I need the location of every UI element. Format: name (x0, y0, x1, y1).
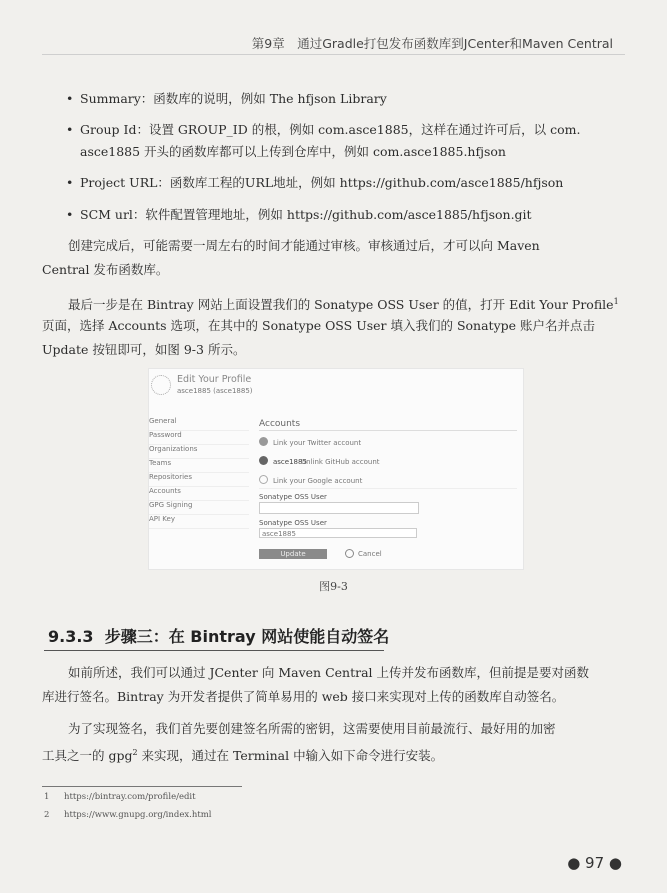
oss-user-label-2: Sonatype OSS User (259, 519, 327, 527)
footnote-url[interactable]: https://www.gnupg.org/index.html (64, 810, 212, 820)
figure-caption: 图9-3 (319, 580, 348, 593)
footnote-rule (42, 786, 242, 787)
bullet-scm-url: • SCM url：软件配置管理地址，例如 https://github.com/asce1885/hfjson.git (66, 207, 532, 222)
cancel-button[interactable]: Cancel (358, 550, 382, 558)
paragraph-2-line-2: 页面，选择 Accounts 选项，在其中的 Sonatype OSS User 填入我们的 Sonatype 账户名并点击 (42, 318, 596, 333)
oss-user-label: Sonatype OSS User (259, 493, 327, 501)
footnote-ref-2: 2 (132, 748, 138, 757)
github-username: asce1885 (273, 458, 307, 466)
paragraph-4-text-b: 来实现，通过在 Terminal 中输入如下命令进行安装。 (137, 748, 444, 764)
google-icon (259, 475, 268, 484)
footnote-2 (44, 810, 212, 820)
footnote-1 (44, 792, 196, 802)
nav-item[interactable]: General (149, 417, 249, 431)
nav-item[interactable]: Password (149, 431, 249, 445)
unlink-github[interactable]: Unlink GitHub account (301, 458, 380, 466)
heading-rule (259, 430, 517, 431)
divider (259, 488, 517, 489)
paragraph-2-text: 最后一步是在 Bintray 网站上面设置我们的 Sonatype OSS User 的值，打开 Edit Your Profile (68, 297, 614, 313)
running-header: 第9章 通过Gradle打包发布函数库到JCenter和Maven Central (251, 36, 613, 51)
accounts-heading: Accounts (259, 419, 301, 429)
profile-subtitle: asce1885 (asce1885) (177, 387, 253, 395)
update-button[interactable]: Update (259, 549, 327, 559)
oss-user-field[interactable]: asce1885 (259, 528, 417, 538)
page-number-value: 97 (585, 854, 605, 872)
section-title: 步骤三：在 Bintray 网站使能自动签名 (104, 627, 390, 646)
bullet-summary: • Summary：函数库的说明，例如 The hfjson Library (66, 91, 387, 106)
section-rule (44, 650, 384, 651)
nav-item-active[interactable]: Accounts (149, 487, 249, 501)
footnote-url[interactable]: https://bintray.com/profile/edit (64, 792, 196, 802)
bullet-group-id: • Group Id：设置 GROUP_ID 的根，例如 com.asce1885，这样在通过许可后，以 com. (66, 122, 581, 137)
bullet-group-id-cont: asce1885 开头的函数库都可以上传到仓库中，例如 com.asce1885.hfjson (80, 144, 506, 159)
paragraph-1-line-1: 创建完成后，可能需要一周左右的时间才能通过审核。审核通过后，才可以向 Maven (68, 238, 540, 253)
page-number: ● 97 ● (567, 854, 622, 872)
paragraph-4-line-2 (42, 741, 628, 768)
bullet-text: SCM url：软件配置管理地址，例如 https://github.com/asce1885/hfjson.git (80, 207, 532, 222)
paragraph-3-line-1: 如前所述，我们可以通过 JCenter 向 Maven Central 上传并发布函数库，但前提是要对函数 (68, 665, 590, 680)
paragraph-1-line-2: Central 发布函数库。 (42, 262, 169, 277)
nav-item[interactable]: API Key (149, 515, 249, 529)
link-twitter[interactable]: Link your Twitter account (273, 439, 362, 447)
footnote-number: 1 (44, 792, 50, 802)
github-icon (259, 456, 268, 465)
footnote-number: 2 (44, 810, 50, 820)
twitter-icon (259, 437, 268, 446)
nav-item[interactable]: Teams (149, 459, 249, 473)
figure-screenshot (148, 368, 524, 570)
cancel-icon (345, 549, 354, 558)
oss-user-input[interactable] (259, 502, 419, 514)
paragraph-4-text-a: 工具之一的 gpg (42, 748, 133, 764)
bullet-text: Group Id：设置 GROUP_ID 的根，例如 com.asce1885，这样在通过许可后，以 com. (80, 122, 581, 137)
paragraph-4-line-1: 为了实现签名，我们首先要创建签名所需的密钥，这需要使用目前最流行、最好用的加密 (68, 721, 556, 736)
paragraph-3-line-2: 库进行签名。Bintray 为开发者提供了简单易用的 web 接口来实现对上传的函数库自动签名。 (42, 689, 565, 704)
avatar (151, 375, 171, 395)
nav-item[interactable]: GPG Signing (149, 501, 249, 515)
bullet-text: Summary：函数库的说明，例如 The hfjson Library (80, 91, 387, 106)
link-google[interactable]: Link your Google account (273, 477, 363, 485)
footnote-ref-1: 1 (613, 297, 619, 306)
section-number: 9.3.3 (48, 627, 94, 646)
section-heading (48, 624, 389, 647)
bullet-project-url: • Project URL：函数库工程的URL地址，例如 https://github.com/asce1885/hfjson (66, 175, 564, 190)
profile-nav (149, 417, 249, 529)
nav-item[interactable]: Repositories (149, 473, 249, 487)
nav-item[interactable]: Organizations (149, 445, 249, 459)
bullet-text: Project URL：函数库工程的URL地址，例如 https://github.com/asce1885/hfjson (80, 175, 564, 190)
profile-title: Edit Your Profile (177, 374, 252, 385)
paragraph-2-line-3: Update 按钮即可，如图 9-3 所示。 (42, 342, 246, 357)
header-rule (42, 54, 625, 55)
